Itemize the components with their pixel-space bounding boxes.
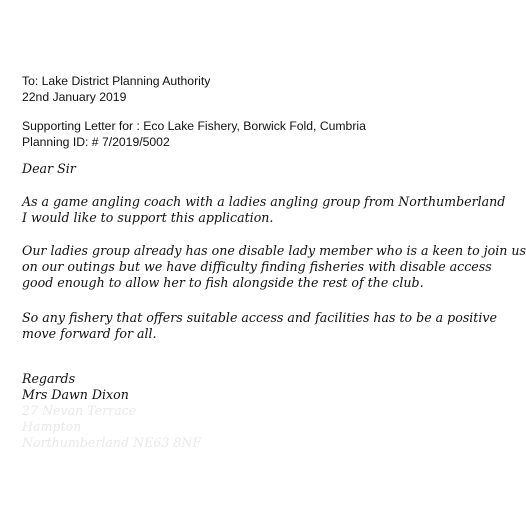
paragraph3-line: move forward for all. xyxy=(22,326,157,341)
paragraph2-line: good enough to allow her to fish alongside the rest of the club. xyxy=(22,275,424,290)
planning-id-line: Planning ID: # 7/2019/5002 xyxy=(22,135,170,149)
supporting-letter-line: Supporting Letter for : Eco Lake Fishery, Borwick Fold, Cumbria xyxy=(22,119,366,133)
paragraph1-line: I would like to support this application. xyxy=(22,210,274,225)
paragraph1-line: As a game angling coach with a ladies angling group from Northumberland xyxy=(22,194,506,209)
signatory-name: Mrs Dawn Dixon xyxy=(22,387,129,402)
paragraph3-line: So any fishery that offers suitable access and facilities has to be a positive xyxy=(22,310,497,325)
date-line: 22nd January 2019 xyxy=(22,90,127,104)
regards-closing: Regards xyxy=(22,371,76,386)
address-line: 27 Nevan Terrace xyxy=(22,403,137,418)
paragraph2-line: Our ladies group already has one disable lady member who is a keen to join us xyxy=(22,243,526,258)
salutation: Dear Sir xyxy=(22,161,76,176)
recipient-line: To: Lake District Planning Authority xyxy=(22,74,211,88)
address-line: Hampton xyxy=(22,419,82,434)
paragraph2-line: on our outings but we have difficulty finding fisheries with disable access xyxy=(22,259,492,274)
address-line: Northumberland NE63 8NF xyxy=(22,435,202,450)
